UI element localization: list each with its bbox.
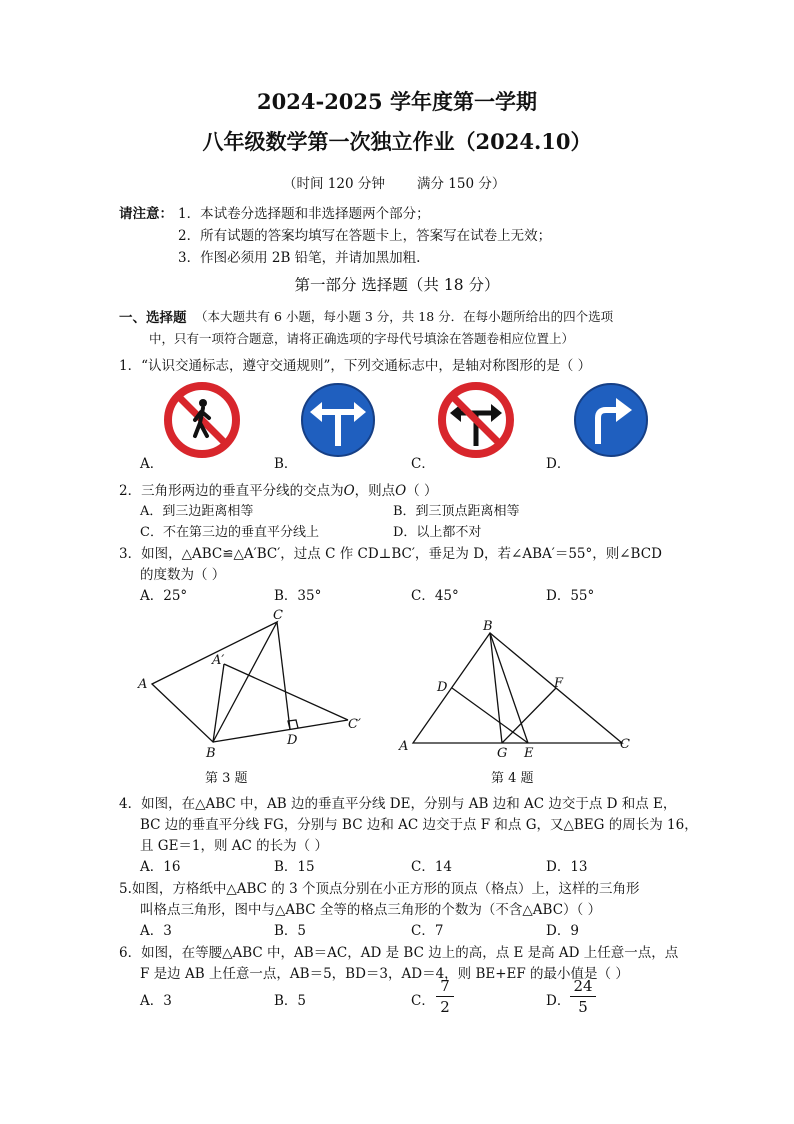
q6-option-c-fraction: 7 2 bbox=[436, 977, 454, 1016]
notice-item-3: 3．作图必须用 2B 铅笔，并请加黑加粗. bbox=[178, 250, 421, 266]
figure-4 bbox=[390, 610, 650, 790]
q6-option-d-fraction: 24 5 bbox=[570, 977, 596, 1016]
q6-option-d: D． bbox=[546, 993, 571, 1009]
q1-option-a: A． bbox=[140, 456, 164, 472]
q4-line-1: 4．如图，在△ABC 中，AB 边的垂直平分线 DE，分别与 AB 边和 AC 边交于点 D 和点 E， bbox=[119, 796, 677, 812]
fig3-label-c: C bbox=[273, 608, 283, 623]
notice-item-1: 1．本试卷分选择题和非选择题两个部分； bbox=[178, 206, 430, 222]
score-note: 满分 150 分） bbox=[417, 176, 506, 192]
fig4-label-f: F bbox=[554, 676, 564, 691]
q3-line-1: 3．如图，△ABC≌△A′BC′，过点 C 作 CD⊥BC′，垂足为 D，若∠ABA′＝55°，则∠BCD bbox=[119, 546, 662, 562]
section-desc-1: （本大题共有 6 小题，每小题 3 分，共 18 分．在每小题所给出的四个选项 bbox=[195, 309, 614, 324]
q4-line-2: BC 边的垂直平分线 FG，分别与 BC 边和 AC 边交于点 F 和点 G，又△BEG 的周长为 16， bbox=[140, 817, 698, 833]
fig3-label-a: A bbox=[138, 677, 148, 692]
notice-item-2: 2．所有试题的答案均填写在答题卡上，答案写在试卷上无效； bbox=[178, 228, 552, 244]
fig3-label-a-prime: A′ bbox=[212, 653, 225, 668]
fig4-label-d: D bbox=[437, 680, 448, 695]
q1-option-c: C． bbox=[411, 456, 435, 472]
fig4-label-a: A bbox=[399, 739, 409, 754]
fig4-label-g: G bbox=[497, 746, 508, 761]
q3-option-c: C．45° bbox=[411, 588, 459, 604]
q5-option-a: A．3 bbox=[140, 923, 172, 939]
sign-no-left-right-turn-icon bbox=[442, 386, 510, 454]
q6-line-1: 6．如图，在等腰△ABC 中，AB＝AC，AD 是 BC 边上的高，点 E 是高 AD 上任意一点，点 bbox=[119, 945, 679, 961]
q4-option-a: A．16 bbox=[140, 859, 181, 875]
q3-line-2: 的度数为（ ） bbox=[140, 567, 226, 583]
fig4-label-b: B bbox=[483, 619, 493, 634]
q5-option-d: D．9 bbox=[546, 923, 579, 939]
q5-line-2: 叫格点三角形，图中与△ABC 全等的格点三角形的个数为（不含△ABC）（ ） bbox=[140, 902, 602, 918]
q4-option-c: C．14 bbox=[411, 859, 453, 875]
sign-turn-right-icon bbox=[575, 384, 647, 456]
q6-option-a: A．3 bbox=[140, 993, 172, 1009]
fig3-label-c-prime: C′ bbox=[348, 717, 361, 732]
notice-label: 请注意： bbox=[119, 206, 173, 222]
q1-option-b: B． bbox=[274, 456, 298, 472]
q3-option-a: A．25° bbox=[140, 588, 188, 604]
title-line-1: 2024-2025 学年度第一学期 bbox=[257, 89, 537, 114]
q2-option-a: A．到三边距离相等 bbox=[140, 504, 254, 519]
q2-option-c: C．不在第三边的垂直平分线上 bbox=[140, 525, 319, 540]
q5-option-b: B．5 bbox=[274, 923, 307, 939]
q5-option-c: C．7 bbox=[411, 923, 444, 939]
q2-option-b: B．到三顶点距离相等 bbox=[393, 504, 520, 519]
q1-text: 1．“认识交通标志，遵守交通规则”，下列交通标志中，是轴对称图形的是（ ） bbox=[119, 358, 592, 374]
q6-option-c: C． bbox=[411, 993, 435, 1009]
time-note: （时间 120 分钟 bbox=[283, 176, 385, 192]
section-label: 一、选择题 bbox=[119, 310, 187, 326]
q5-line-1: 5.如图，方格纸中△ABC 的 3 个顶点分别在小正方形的顶点（格点）上，这样的三角形 bbox=[119, 881, 640, 897]
q1-option-d: D． bbox=[546, 456, 571, 472]
q3-option-d: D．55° bbox=[546, 588, 595, 604]
q6-option-b: B．5 bbox=[274, 993, 307, 1009]
q2-text: 2．三角形两边的垂直平分线的交点为O，则点O（ ） bbox=[119, 483, 438, 499]
q4-option-d: D．13 bbox=[546, 859, 588, 875]
fig4-label-c: C bbox=[620, 737, 630, 752]
fig3-label-b: B bbox=[206, 746, 216, 761]
q3-option-b: B．35° bbox=[274, 588, 322, 604]
title-line-2: 八年级数学第一次独立作业（2024.10） bbox=[202, 129, 592, 154]
fig3-label-d: D bbox=[287, 733, 298, 748]
section-desc-2: 中，只有一项符合题意，请将正确选项的字母代号填涂在答题卷相应位置上） bbox=[149, 331, 575, 346]
sign-left-right-turn-icon bbox=[302, 384, 374, 456]
q6-line-2: F 是边 AB 上任意一点，AB＝5，BD＝3，AD＝4，则 BE+EF 的最小值是（ ） bbox=[140, 966, 629, 982]
q2-option-d: D．以上都不对 bbox=[393, 525, 482, 540]
q1-signs bbox=[0, 380, 794, 460]
part1-title: 第一部分 选择题（共 18 分） bbox=[294, 276, 500, 294]
fig4-label-e: E bbox=[524, 746, 534, 761]
figure-3 bbox=[0, 600, 400, 800]
q4-option-b: B．15 bbox=[274, 859, 315, 875]
sign-no-pedestrian-icon bbox=[168, 386, 236, 454]
fig3-caption: 第 3 题 bbox=[205, 771, 248, 786]
q4-line-3: 且 GE＝1，则 AC 的长为（ ） bbox=[140, 838, 328, 854]
fig4-caption: 第 4 题 bbox=[491, 771, 534, 786]
